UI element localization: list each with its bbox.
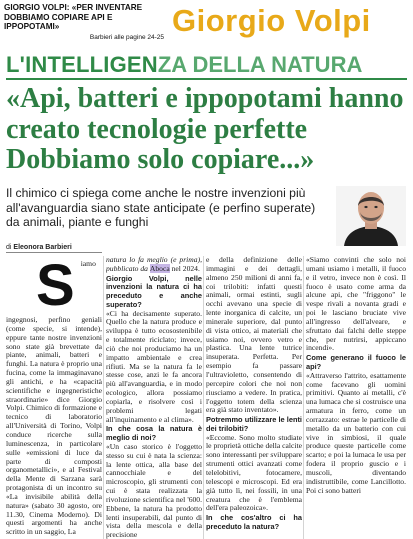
front-page-teaser[interactable] — [4, 3, 164, 42]
interview-answer: e della definizione delle immagini e dei dettagli, almeno 250 milioni di anni fa, coi trilobiti: infatti questi animali, ormai estinti, sugli occhi avevano una specie di lente inorganica di calcite, un minerale superiore, dal punto di vista ottico, ai materiali che usiamo noi, ovvero vetro e plastica. Una lente tutrice insuperata. Perfetta. Per esempio fa passare l'ultravioletto, consentendo di percepire colori che noi non riusciamo a vedere. In pratica, l'oggetto totem della scienza era già stato inventato». — [206, 256, 302, 415]
section-banner — [6, 54, 407, 76]
interview-question: Come generano il fuoco le api? — [306, 353, 406, 371]
article-column-1 — [6, 256, 102, 539]
drop-cap: S — [36, 256, 75, 318]
interview-answer: «Siamo convinti che solo noi umani usiamo i metalli, il fuoco e il vetro, invece non è così. Il fuoco è usato come arma da alcune api, che "friggono" le vespe rivali a novanta gradi e poi le lasciano bruciate vive all'ingresso dell'alveare, e sfruttato dai falchi delle steppe che, per nutrirsi, appiccano incendi». — [306, 256, 406, 353]
column-1-text: iamo ingegnosi, perfino geniali (come specie, si intende), eppure tante nostre invenzioni sono state già brevettate da piante, animali, batteri e funghi. La natura è proprio una fucina, come la immaginavano gli antichi, e ha «capacità scientifiche e ingegneristiche straordinarie» dice Giorgio Volpi. Chimico di formazione e tecnico di laboratorio all'Università di Torino, Volpi conduce ricerche sulla luminescenza, in particolare sulle «emissioni di luce da parte di composti organometallici», e al Festival della Mente di Sarzana sarà protagonista di un incontro su «La invisibile abilità della natura» (sabato 30 agosto, ore 11.30, Cinema Moderno). Di questi argomenti ha anche scritto in un saggio, La — [6, 259, 102, 537]
article-headline: «Api, batteri e ippopotami hanno creato tecnologie perfette Dobbiamo solo copiare...» — [6, 83, 404, 175]
author-name-logo: Giorgio Volpi — [172, 3, 371, 38]
article-subheadline: Il chimico ci spiega come anche le nostre invenzioni più all'avanguardia siano state anticipate (e perfino superate) da animali, piante e funghi — [6, 186, 316, 229]
article-column-3 — [206, 256, 302, 539]
interview-answer: «Ci ha decisamente superato. Quello che la natura produce e sviluppa è tutto ecosostenibile e totalmente riciclato; invece, ciò che noi produciamo ha un impatto ambientale e crea rifiuti. Ma se la natura fa le stesse cose, anzi le fa ancora più all'avanguardia, e in modo ecologico, allora possiamo copiarla, e risolvere così i problemi legati all'inquinamento e al clima». — [106, 308, 202, 424]
interview-question: Potremmo utilizzare le lenti dei trilobiti? — [206, 415, 302, 433]
byline-prefix: di — [6, 244, 12, 251]
publisher-highlight: Aboca — [149, 263, 170, 273]
byline-author: Eleonora Barbieri — [13, 244, 72, 251]
banner-part-2: ZA DELLA NATURA — [157, 54, 363, 76]
publication-year-text: nel 2024. — [169, 263, 200, 273]
column-divider — [303, 256, 304, 539]
interview-question: Giorgio Volpi, nelle invenzioni la natura ci ha preceduto e anche superato? — [106, 273, 202, 309]
column-divider — [103, 256, 104, 539]
author-portrait-photo — [336, 186, 406, 246]
banner-rule — [6, 78, 407, 80]
header-strip — [0, 0, 413, 52]
article-column-2 — [106, 256, 202, 539]
interview-question: In che cos'altro ci ha preceduto la natura? — [206, 513, 302, 531]
column-divider — [203, 256, 204, 539]
article-column-4 — [306, 256, 406, 539]
byline — [6, 244, 72, 251]
interview-answer: «Eccome. Sono molto studiate le proprietà ottiche della calcite sono interessanti per sviluppare strumenti ottici avanzati come telelobitivi, fotocamere, telescopi e microscopi. Ed era già tutto lì, nei fossili, in una creatura che è l'emblema dell'era paleozoica». — [206, 432, 302, 513]
byline-rule — [6, 252, 102, 253]
interview-answer: «Un caso storico è l'oggetto stesso su cui è nata la scienza: la lente ottica, alla base del cannocchiale e del microscopio, gli strumenti con cui è stata realizzata la rivoluzione scientifica nel '600. Ebbene, la natura ha prodotto lenti insuperabili, dal punto di vista della mescola e della precisione — [106, 441, 202, 539]
teaser-page-ref: Barbieri alle pagine 24-25 — [89, 33, 164, 41]
teaser-line-1: GIORGIO VOLPI: «PER INVENTARE — [4, 3, 143, 12]
book-title-text: natura lo fa meglio (e prima), pubblicato da — [106, 256, 202, 273]
portrait-image — [336, 186, 406, 246]
teaser-line-2: DOBBIAMO COPIARE API E IPPOPOTAMI» — [4, 12, 113, 32]
interview-question: In che cosa la natura è meglio di noi? — [106, 424, 202, 443]
column-2-intro — [106, 256, 202, 274]
banner-part-1: L'INTELLIGEN — [6, 54, 158, 76]
interview-answer: «Attraverso l'attrito, esattamente come facevano gli uomini primitivi. Quanto ai metalli, c'è una lumaca che si costruisce una armatura in ferro, come un corrazzato: estrae le particelle di metallo da un batterio con cui vive in simbiosi, il quale produce queste particelle come scarto; e poi la lumaca le usa per fodera il proprio guscio e i muscoli, diventando indistruttibile, come Lancillotto. Poi ci sono batteri — [306, 370, 406, 495]
